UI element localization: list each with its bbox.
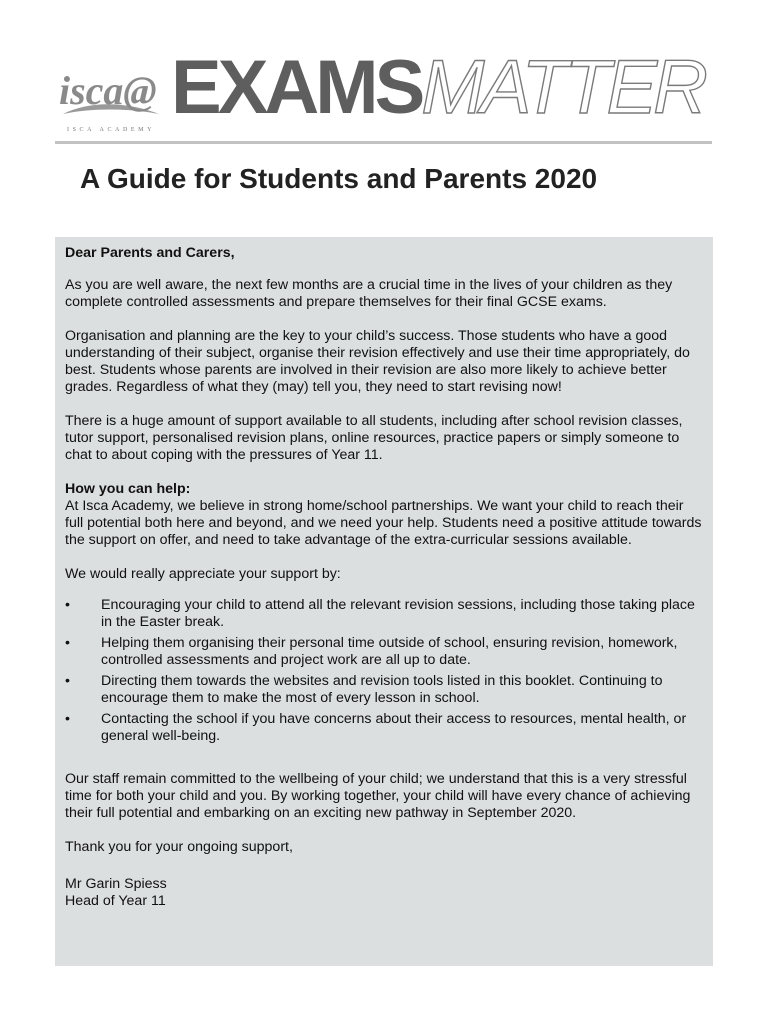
logo-text: isca@: [59, 68, 157, 113]
bullet-icon: •: [65, 597, 70, 613]
list-item: [65, 673, 703, 707]
list-item: [65, 635, 703, 669]
support-intro: We would really appreciate your support by:: [65, 566, 341, 582]
bullet-text: Helping them organising their personal time outside of school, ensuring revision, homework, controlled assessments and project work are all up to date.: [101, 635, 678, 668]
isca-logo-mark-icon: [57, 64, 161, 126]
logo-subtext: ISCA ACADEMY: [67, 127, 156, 133]
wordmark-exams: EXAMS: [171, 45, 422, 130]
header: [55, 45, 711, 138]
exams-matter-wordmark: [171, 45, 705, 130]
signature-name: Mr Garin Spiess: [65, 876, 167, 892]
letter-panel: [55, 237, 713, 966]
bullet-icon: •: [65, 635, 70, 651]
header-divider: [55, 141, 712, 144]
help-heading: How you can help:: [65, 481, 191, 497]
page-title: A Guide for Students and Parents 2020: [80, 163, 598, 194]
bullet-text: Contacting the school if you have concerns about their access to resources, mental health, or general well-being.: [101, 711, 687, 744]
wordmark-matter: MATTER: [421, 45, 705, 130]
salutation: Dear Parents and Carers,: [65, 245, 235, 261]
thanks-line: Thank you for your ongoing support,: [65, 839, 293, 855]
signature-role: Head of Year 11: [65, 893, 166, 909]
bullet-icon: •: [65, 673, 70, 689]
bullet-text: Directing them towards the websites and revision tools listed in this booklet. Continuing to encourage them to make the most of every lesson in school.: [101, 673, 663, 706]
paragraph-organisation: Organisation and planning are the key to your child’s success. Those students who have a good understanding of their subject, organise their revision effectively and use their time appropriately, do best. Students whose parents are involved in their revision are also more likely to achieve better grades. Regardless of what they (may) tell you, they need to start revising now!: [65, 328, 690, 395]
list-item: [65, 597, 703, 631]
bullet-text: Encouraging your child to attend all the relevant revision sessions, including those taking place in the Easter break.: [101, 597, 695, 630]
signature: [65, 876, 703, 910]
paragraph-closing: Our staff remain committed to the wellbeing of your child; we understand that this is a very stressful time for both your child and you. By working together, your child will have every chance of achieving their full potential and embarking on an exciting new pathway in September 2020.: [65, 771, 691, 821]
list-item: [65, 711, 703, 745]
bullet-icon: •: [65, 711, 70, 727]
support-list: [65, 597, 703, 745]
paragraph-help: At Isca Academy, we believe in strong home/school partnerships. We want your child to reach their full potential both here and beyond, and we need your help. Students need a positive attitude towards the support on offer, and need to take advantage of the extra-curricular sessions available.: [65, 498, 702, 548]
paragraph-support: There is a huge amount of support available to all students, including after school revision classes, tutor support, personalised revision plans, online resources, practice papers or simply someone to chat to about coping with the pressures of Year 11.: [65, 413, 683, 463]
paragraph-intro: As you are well aware, the next few months are a crucial time in the lives of your children as they complete controlled assessments and prepare themselves for their final GCSE exams.: [65, 277, 673, 310]
isca-academy-logo: [57, 64, 161, 133]
